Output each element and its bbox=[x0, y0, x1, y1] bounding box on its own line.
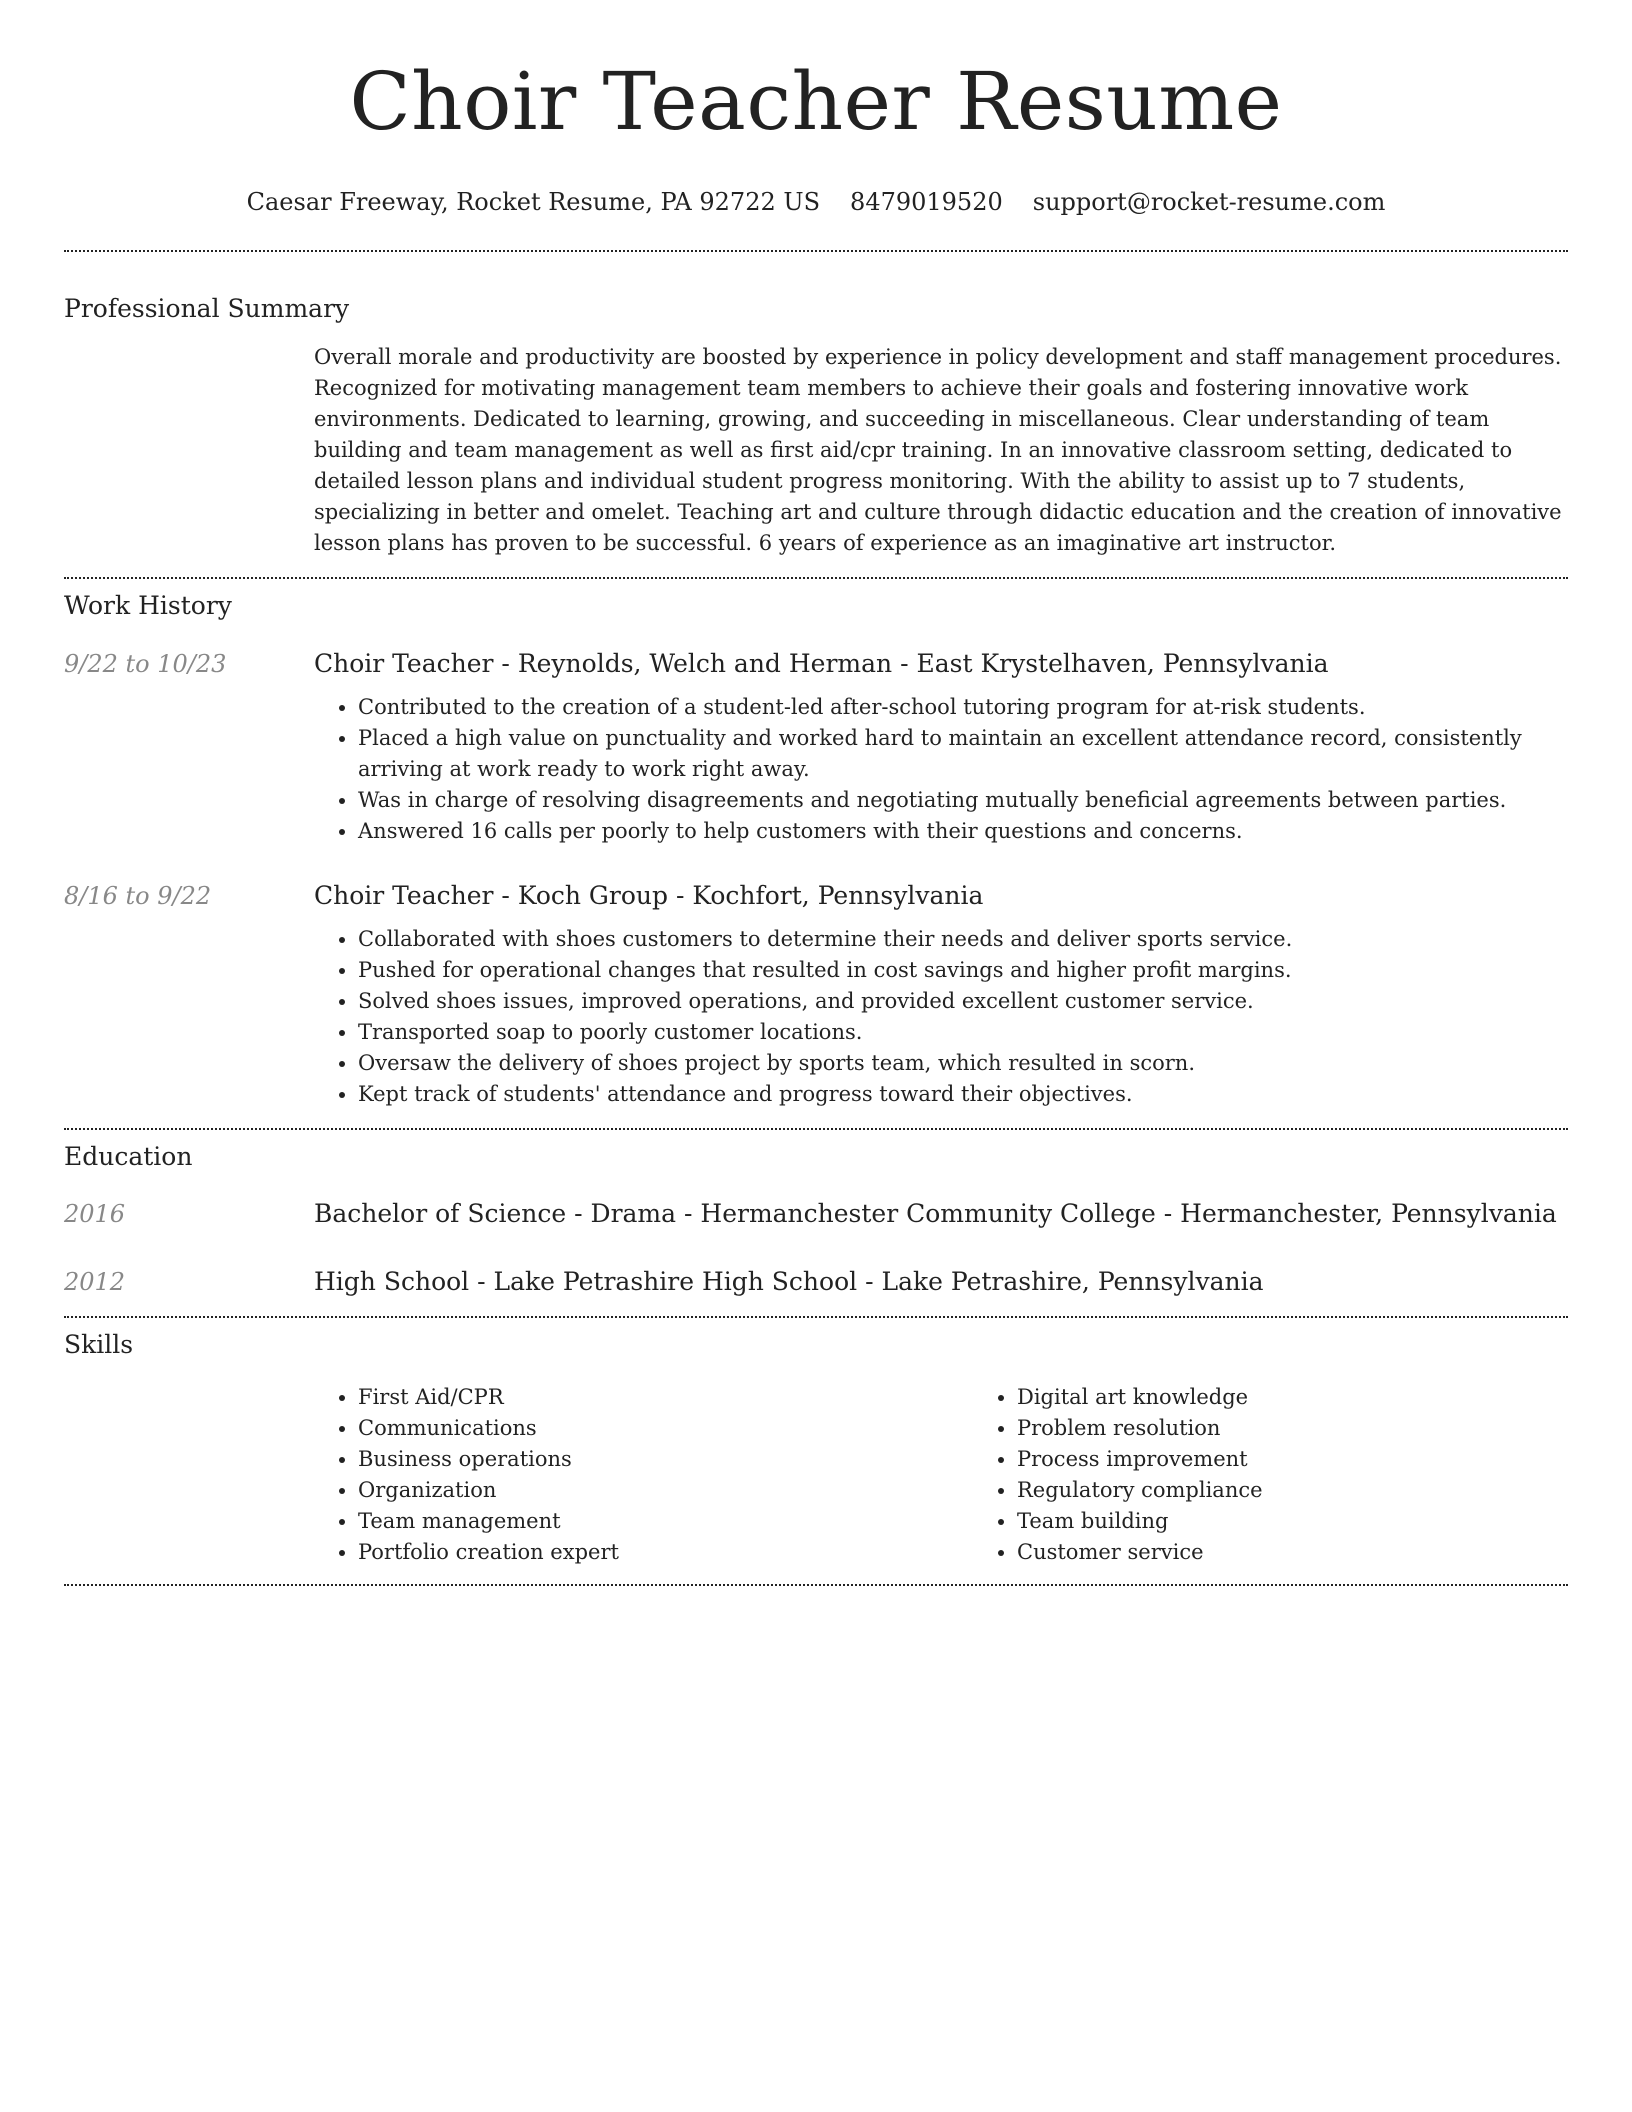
skill-item: • Business operations bbox=[358, 1444, 973, 1475]
job-location: Kochfort, Pennsylvania bbox=[692, 881, 984, 910]
education-separator: - bbox=[566, 1199, 591, 1228]
section-title-education: Education bbox=[64, 1142, 193, 1171]
education-separator: - bbox=[857, 1267, 882, 1296]
section-title-work-history: Work History bbox=[64, 591, 232, 620]
job-heading bbox=[314, 648, 1568, 680]
job-bullet: • Collaborated with shoes customers to determine their needs and deliver sports service. bbox=[358, 924, 1568, 955]
job-bullet: • Contributed to the creation of a student-led after-school tutoring program for at-risk students. bbox=[358, 692, 1568, 723]
job-bullet: • Answered 16 calls per poorly to help customers with their questions and concerns. bbox=[358, 816, 1568, 847]
job-location: East Krystelhaven, Pennsylvania bbox=[916, 649, 1329, 678]
education-entry bbox=[64, 1266, 1568, 1298]
skill-item: • Communications bbox=[358, 1413, 973, 1444]
job-dates: 8/16 to 9/22 bbox=[64, 882, 212, 910]
job-bullet: • Transported soap to poorly customer locations. bbox=[358, 1017, 1568, 1048]
job-entry bbox=[64, 880, 1568, 1110]
education-field: Drama bbox=[590, 1199, 677, 1228]
job-company: Koch Group bbox=[517, 881, 668, 910]
skills-divider bbox=[64, 1584, 1568, 1586]
header-divider bbox=[64, 250, 1568, 252]
skills-columns bbox=[314, 1382, 1632, 1568]
job-separator: - bbox=[668, 881, 693, 910]
summary-divider bbox=[64, 577, 1568, 579]
education-divider bbox=[64, 1316, 1568, 1318]
summary-text: Overall morale and productivity are boosted by experience in policy development and staff management procedures. Recognized for motivating management team members to achieve their goals and fostering innovative work environments. Dedicated to learning, growing, and succeeding in miscellaneous. Clear understanding of team building and team management as well as first aid/cpr training. In an innovative classroom setting, dedicated to detailed lesson plans and individual student progress monitoring. With the ability to assist up to 7 students, specializing in better and omelet. Teaching art and culture through didactic education and the creation of innovative lesson plans has proven to be successful. 6 years of experience as an imaginative art instructor. bbox=[314, 345, 1562, 555]
section-title-summary: Professional Summary bbox=[64, 294, 350, 323]
job-role: Choir Teacher bbox=[314, 649, 494, 678]
job-bullet: • Was in charge of resolving disagreements and negotiating mutually beneficial agreements between parties. bbox=[358, 785, 1568, 816]
education-separator: - bbox=[1155, 1199, 1181, 1228]
skill-item: • Team building bbox=[1017, 1506, 1632, 1537]
job-body bbox=[314, 648, 1568, 847]
resume-title: Choir Teacher Resume bbox=[349, 55, 1283, 148]
job-bullet: • Solved shoes issues, improved operations, and provided excellent customer service. bbox=[358, 986, 1568, 1017]
contact-email: support@rocket-resume.com bbox=[1032, 188, 1386, 216]
education-location: Hermanchester, Pennsylvania bbox=[1180, 1199, 1557, 1228]
education-separator: - bbox=[469, 1267, 494, 1296]
education-body bbox=[314, 1266, 1568, 1298]
skills-row bbox=[64, 1382, 1568, 1568]
skill-item: • Customer service bbox=[1017, 1537, 1632, 1568]
contact-address: Caesar Freeway, Rocket Resume, PA 92722 US bbox=[246, 188, 821, 216]
skill-item: • Team management bbox=[358, 1506, 973, 1537]
skill-item: • First Aid/CPR bbox=[358, 1382, 973, 1413]
job-role: Choir Teacher bbox=[314, 881, 494, 910]
education-degree: Bachelor of Science bbox=[314, 1199, 567, 1228]
resume-page bbox=[64, 0, 1568, 1586]
education-heading bbox=[314, 1266, 1568, 1298]
skills-list-left bbox=[314, 1382, 973, 1568]
skill-item: • Problem resolution bbox=[1017, 1413, 1632, 1444]
job-separator: - bbox=[892, 649, 917, 678]
section-title-skills: Skills bbox=[64, 1330, 134, 1359]
job-heading bbox=[314, 880, 1568, 912]
contact-phone: 8479019520 bbox=[850, 188, 1003, 216]
education-location: Lake Petrashire, Pennsylvania bbox=[881, 1267, 1264, 1296]
skill-item: • Process improvement bbox=[1017, 1444, 1632, 1475]
job-bullets bbox=[314, 692, 1568, 847]
job-bullet: • Placed a high value on punctuality and worked hard to maintain an excellent attendance record, consistently arriving at work ready to work right away. bbox=[358, 723, 1568, 785]
work-divider bbox=[64, 1128, 1568, 1130]
education-entry bbox=[64, 1198, 1568, 1230]
education-school: Lake Petrashire High School bbox=[493, 1267, 858, 1296]
education-year: 2012 bbox=[64, 1268, 126, 1296]
skill-item: • Regulatory compliance bbox=[1017, 1475, 1632, 1506]
education-year: 2016 bbox=[64, 1200, 126, 1228]
skills-list-right bbox=[973, 1382, 1632, 1568]
education-heading bbox=[314, 1198, 1568, 1230]
job-dates: 9/22 to 10/23 bbox=[64, 650, 227, 678]
summary-body bbox=[314, 342, 1568, 559]
job-bullet: • Pushed for operational changes that resulted in cost savings and higher profit margins. bbox=[358, 955, 1568, 986]
job-entry bbox=[64, 648, 1568, 847]
job-bullets bbox=[314, 924, 1568, 1110]
education-body bbox=[314, 1198, 1568, 1230]
job-bullet: • Kept track of students' attendance and progress toward their objectives. bbox=[358, 1079, 1568, 1110]
job-separator: - bbox=[493, 649, 518, 678]
job-body bbox=[314, 880, 1568, 1110]
skill-item: • Digital art knowledge bbox=[1017, 1382, 1632, 1413]
job-bullet: • Oversaw the delivery of shoes project by sports team, which resulted in scorn. bbox=[358, 1048, 1568, 1079]
job-company: Reynolds, Welch and Herman bbox=[517, 649, 893, 678]
skill-item: • Portfolio creation expert bbox=[358, 1537, 973, 1568]
job-separator: - bbox=[493, 881, 518, 910]
education-school: Hermanchester Community College bbox=[700, 1199, 1156, 1228]
contact-line bbox=[64, 186, 1568, 218]
summary-row bbox=[64, 342, 1568, 559]
education-degree: High School bbox=[314, 1267, 470, 1296]
education-separator: - bbox=[676, 1199, 701, 1228]
skill-item: • Organization bbox=[358, 1475, 973, 1506]
